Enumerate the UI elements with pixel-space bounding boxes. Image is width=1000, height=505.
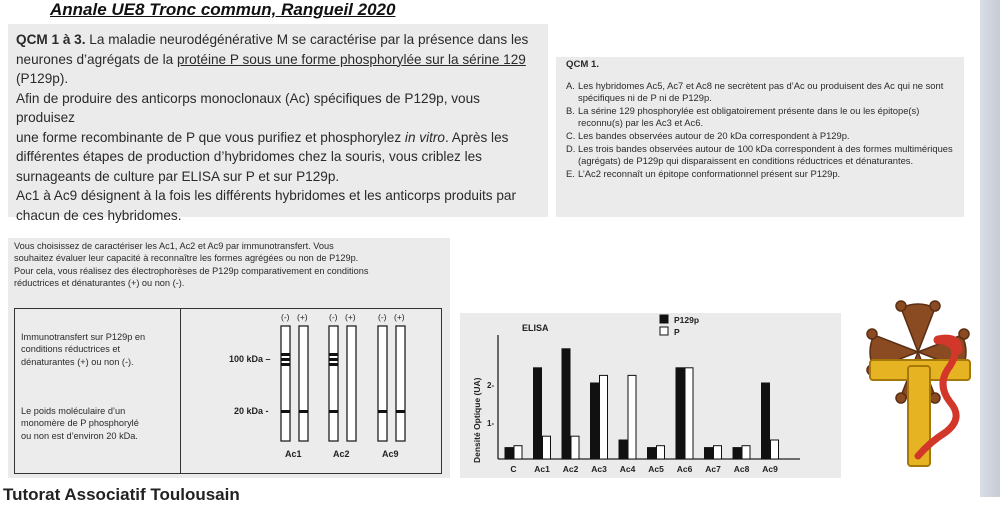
band-ac2-minus-100-a (329, 353, 338, 356)
qcm-label: QCM 1 à 3. (16, 32, 86, 47)
immunoblot-intro: Vous choisissez de caractériser les Ac1, Ac2 et Ac9 par immunotransfert. Vous souhaitez évaluer leur capacité à reconnaître les formes agrégées ou non de P129p. Pour cela, vous réalisez des électrophorèses de P129p comparativement en conditions réductrices et dénaturantes (+) ou non (-). (14, 241, 369, 288)
bar-ac7-p (714, 446, 722, 459)
statement-line-9: chacun de ces hybridomes. (16, 207, 182, 223)
band-ac2-minus-100-c (329, 363, 338, 366)
option-b: B. La sérine 129 phosphorylée est obligatoirement présente dans le ou les épitope(s) reconnu(s) par les Ac3 et Ac6. (566, 104, 920, 129)
option-c: C. Les bandes observées autour de 20 kDa correspondent à P129p. (566, 129, 850, 141)
x-tick-ac6: Ac6 (676, 464, 693, 474)
bar-ac4-p (628, 375, 636, 459)
lane-label-ac1-plus: (+) (297, 312, 308, 322)
bar-ac8-p (742, 446, 750, 459)
y-axis-label: Densité Optique (UA) (472, 377, 482, 463)
lane-label-ac9-plus: (+) (394, 312, 405, 322)
bar-ac6-p (685, 368, 693, 459)
statement-line-3: (P129p). (16, 71, 69, 86)
western-blot-figure (181, 309, 441, 473)
bar-ac1-p (543, 436, 551, 459)
group-label-ac9: Ac9 (382, 449, 399, 459)
statement-line-7: surnageants de culture par ELISA sur P et sur P129p. (16, 168, 340, 184)
lane-ac2-minus (329, 326, 338, 441)
x-tick-ac8: Ac8 (733, 464, 750, 474)
legend-swatch-p (660, 327, 668, 335)
bar-ac4-p129p (619, 440, 627, 459)
lane-label-ac1-minus: (-) (281, 312, 290, 322)
bar-ac9-p (771, 440, 779, 459)
lane-label-ac2-plus: (+) (345, 312, 356, 322)
lane-ac2-plus (347, 326, 356, 441)
lane-label-ac2-minus: (-) (329, 312, 338, 322)
y-tick-1: 1- (487, 419, 495, 428)
underlined-protein: protéine P sous une forme phosphorylée sur la sérine 129 (176, 51, 526, 67)
statement-line-4: Afin de produire des anticorps monoclonaux (Ac) spécifiques de P129p, vous produisez (16, 90, 480, 125)
immunoblot-panel (8, 238, 450, 478)
band-ac1-minus-100-c (281, 363, 290, 366)
x-tick-ac3: Ac3 (591, 464, 607, 474)
table-cell-conditions: Immunotransfert sur P129p en conditions réductrices et dénaturantes (+) ou non (-). (21, 332, 146, 367)
legend-label-p129p: P129p (674, 315, 700, 325)
band-ac2-minus-100-b (329, 358, 338, 361)
bar-ac7-p129p (705, 448, 713, 459)
x-tick-ac7: Ac7 (705, 464, 721, 474)
x-tick-c: C (510, 464, 517, 474)
lane-ac1-minus (281, 326, 290, 441)
chart-title: ELISA (522, 323, 549, 333)
bar-ac8-p129p (733, 448, 741, 459)
bar-ac2-p129p (562, 349, 570, 459)
bar-ac9-p129p (762, 383, 770, 459)
legend-label-p: P (674, 327, 680, 337)
band-ac2-minus-20 (329, 410, 338, 413)
band-ac1-minus-100-a (281, 353, 290, 356)
statement-line-1: QCM 1 à 3. La maladie neurodégénérative M se caractérise par la présence dans les (16, 32, 529, 47)
bar-ac5-p (657, 446, 665, 459)
qcm1-heading: QCM 1. (566, 59, 600, 70)
option-e: E. L’Ac2 reconnaît un épitope conformationnel présent sur P129p. (566, 167, 841, 179)
legend-swatch-p129p (660, 315, 668, 323)
qcm-statement-panel (8, 24, 548, 223)
option-a: A. Les hybridomes Ac5, Ac7 et Ac8 ne secrètent pas d’Ac ou produisent des Ac qui ne sont spécifiques ni de P ni de P129p. (566, 79, 944, 104)
x-tick-ac4: Ac4 (619, 464, 636, 474)
option-d: D. Les trois bandes observées autour de 100 kDa correspondent à des formes multimériques (agrégats) de P129p qui disparaissent en conditions réductrices et dénaturantes. (566, 142, 953, 167)
band-ac9-minus-20 (378, 410, 387, 413)
bar-c-p (514, 446, 522, 459)
bar-ac1-p129p (534, 368, 542, 459)
bar-ac5-p129p (648, 448, 656, 459)
x-tick-ac9: Ac9 (762, 464, 778, 474)
lane-ac9-plus (396, 326, 405, 441)
group-label-ac2: Ac2 (333, 449, 350, 459)
bar-ac6-p129p (676, 368, 684, 459)
x-tick-ac5: Ac5 (648, 464, 664, 474)
bar-ac3-p129p (591, 383, 599, 459)
lane-ac9-minus (378, 326, 387, 441)
lane-label-ac9-minus: (-) (378, 312, 387, 322)
x-tick-ac2: Ac2 (562, 464, 579, 474)
x-tick-ac1: Ac1 (534, 464, 550, 474)
y-tick-2: 2- (487, 381, 495, 390)
band-ac1-plus-20 (299, 410, 308, 413)
bar-c-p129p (505, 448, 513, 459)
lane-ac1-plus (299, 326, 308, 441)
bar-ac2-p (571, 436, 579, 459)
immunoblot-table (14, 308, 442, 474)
page-title: Annale UE8 Tronc commun, Rangueil 2020 (50, 0, 396, 19)
qcm1-panel (556, 57, 964, 217)
marker-20kda: 20 kDa - (234, 406, 269, 416)
statement-line-8: Ac1 à Ac9 désignent à la fois les différents hybridomes et les anticorps produits par (16, 188, 516, 203)
bar-ac3-p (600, 375, 608, 459)
band-ac9-plus-20 (396, 410, 405, 413)
elisa-chart (460, 313, 841, 478)
elisa-panel (460, 313, 841, 478)
footer-brand: Tutorat Associatif Toulousain (3, 485, 240, 504)
band-ac1-minus-20 (281, 410, 290, 413)
occitan-cross-t-logo (846, 300, 991, 475)
statement-line-2: neurones d’agrégats de la protéine P sous une forme phosphorylée sur la sérine 129 (16, 51, 526, 67)
group-label-ac1: Ac1 (285, 449, 302, 459)
statement-line-5: une forme recombinante de P que vous purifiez et phosphorylez in vitro. Après les (16, 129, 509, 145)
band-ac1-minus-100-b (281, 358, 290, 361)
statement-line-6: différentes étapes de production d’hybridomes chez la souris, vous criblez les (16, 149, 482, 164)
marker-100kda: 100 kDa – (229, 354, 271, 364)
table-cell-weight: Le poids moléculaire d’un monomère de P phosphorylé ou non est d’environ 20 kDa. (21, 406, 139, 441)
